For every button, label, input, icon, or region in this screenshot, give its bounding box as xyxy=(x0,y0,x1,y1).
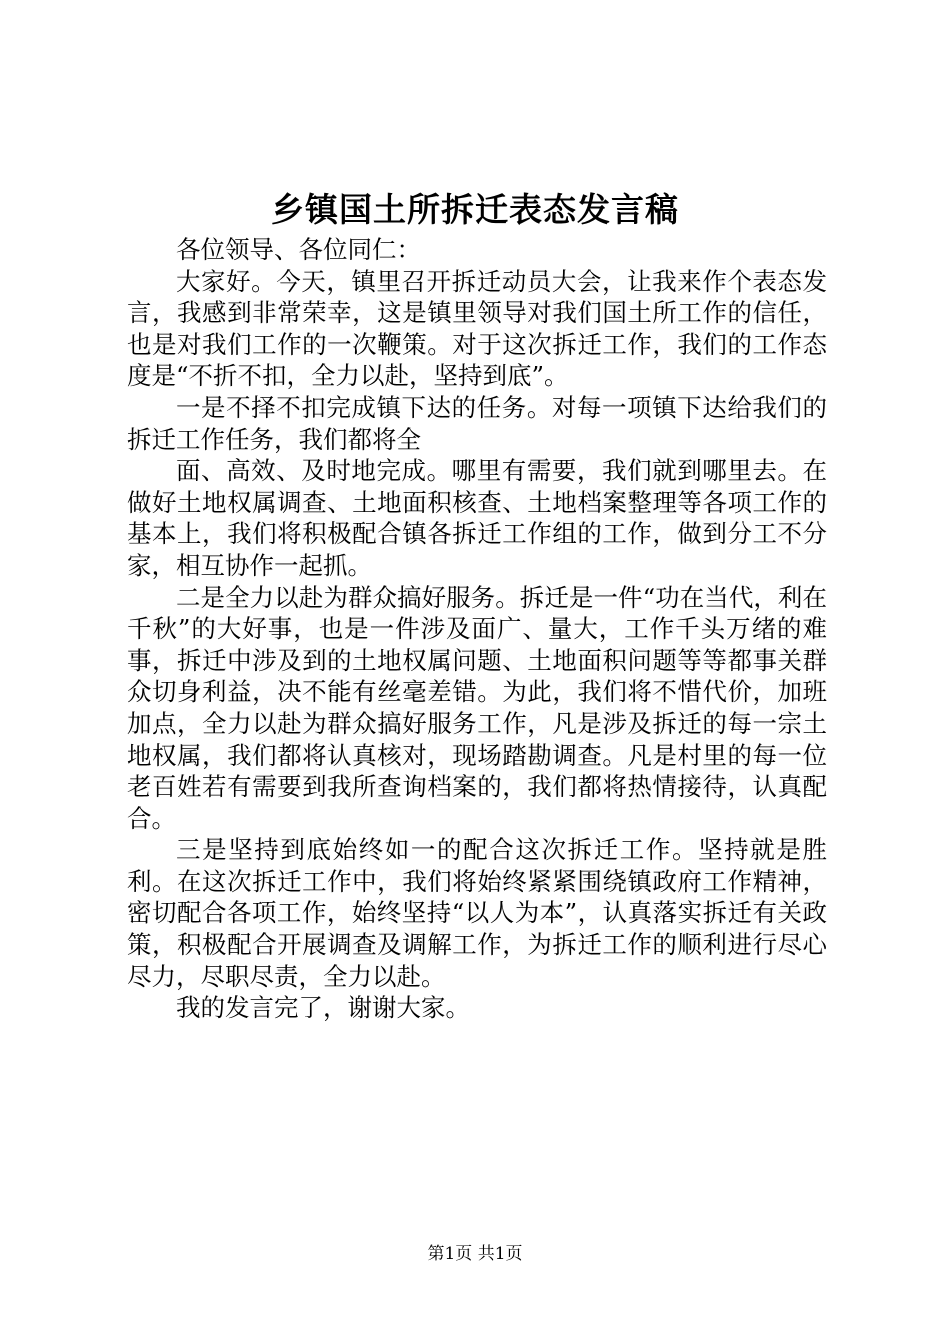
paragraph-closing: 我的发言完了，谢谢大家。 xyxy=(176,993,470,1023)
paragraph-greeting: 各位领导、各位同仁： xyxy=(176,235,421,264)
page-footer: 第1页 共1页 xyxy=(427,1244,523,1264)
paragraph-point-three: 三是坚持到底始终如一的配合这次拆迁工作。坚持就是胜利。在这次拆迁工作中，我们将始终紧紧围绕镇政府工作精神，密切配合各项工作，始终坚持“以人为本”，认真落实拆迁有关政策，积极配合开展调查及调解工作，为拆迁工作的顺利进行尽心尽力，尽职尽责，全力以赴。 xyxy=(127,835,827,991)
document-body xyxy=(127,234,827,1024)
paragraph-intro: 大家好。今天，镇里召开拆迁动员大会，让我来作个表态发言，我感到非常荣幸，这是镇里领导对我们国土所工作的信任，也是对我们工作的一次鞭策。对于这次拆迁工作，我们的工作态度是“不折不扣，全力以赴，坚持到底”。 xyxy=(127,266,827,391)
document-title: 乡镇国土所拆迁表态发言稿 xyxy=(271,190,679,229)
paragraph-point-two: 二是全力以赴为群众搞好服务。拆迁是一件“功在当代，利在千秋”的大好事，也是一件涉及面广、量大，工作千头万绪的难事，拆迁中涉及到的土地权属问题、土地面积问题等等都事关群众切身利益，决不能有丝毫差错。为此，我们将不惜代价，加班加点，全力以赴为群众搞好服务工作，凡是涉及拆迁的每一宗土地权属，我们都将认真核对，现场踏勘调查。凡是村里的每一位老百姓若有需要到我所查询档案的，我们都将热情接待，认真配合。 xyxy=(127,582,827,833)
paragraph-point-one: 一是不择不扣完成镇下达的任务。对每一项镇下达给我们的拆迁工作任务，我们都将全 xyxy=(127,392,827,454)
paragraph-point-one-continued: 面、高效、及时地完成。哪里有需要，我们就到哪里去。在做好土地权属调查、土地面积核查、土地档案整理等各项工作的基本上，我们将积极配合镇各拆迁工作组的工作，做到分工不分家，相互协作一起抓。 xyxy=(127,456,827,580)
